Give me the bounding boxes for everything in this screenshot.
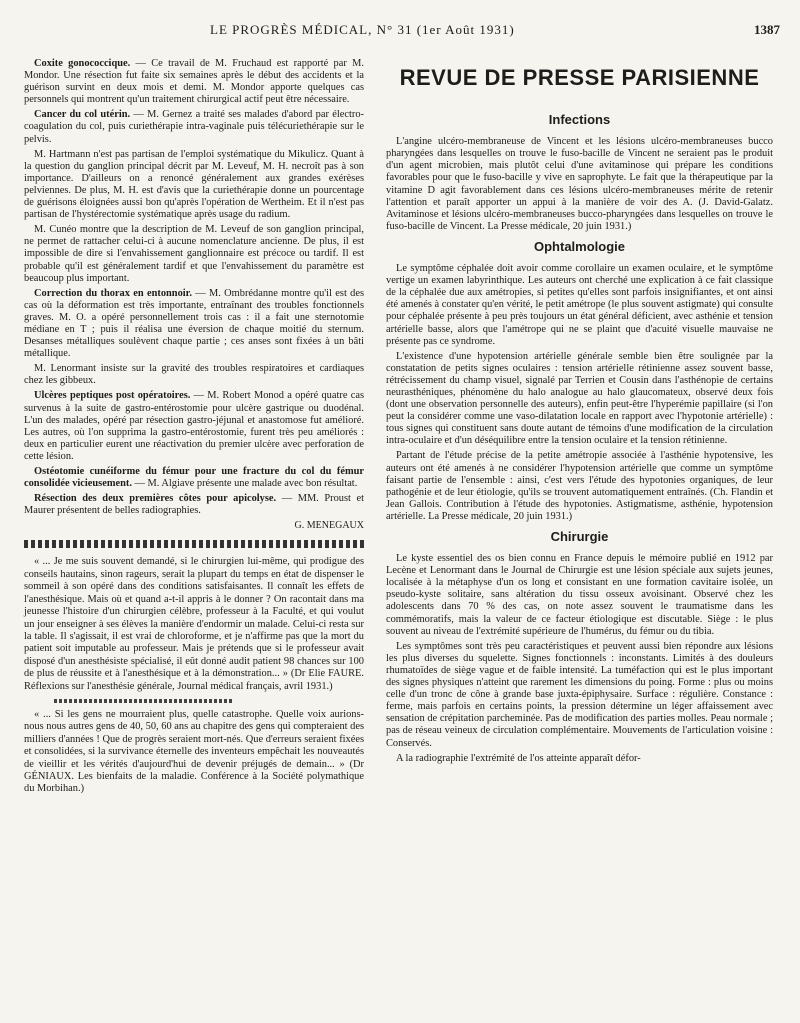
society-report-entry [24,466,364,490]
entry-text: — M. Gernez a traité ses malades d'abord par électro-coagulation du col, puis curiethérapie intra-vaginale puis télécuriethérapie sur le pelvis. [24,109,364,145]
entry-text: M. Lenormant insiste sur la gravité des troubles respiratoires et cardiaques chez les gibbeux. [24,363,364,387]
page-number: 1387 [754,22,780,37]
right-column [386,58,773,768]
quote-faure: « ... Je me suis souvent demandé, si le chirurgien lui-même, qui prodigue des conseils hautains, sinon rageurs, serait la plupart du temps en état de dispenser le sommeil à son opéré dans des conditions satisfaisantes. Il connaît les effets de l'anesthésique. Mais où et quand a-t-il appris à le donner ? On racontait dans ma jeunesse l'histoire d'un chirurgien célèbre, professeur à la Faculté, et qui voulut un jour enseigner à ses élèves la manière d'endormir un malade. Celui-ci resta sur la table. Il s'agissait, il est vrai de chloroforme, et je n'affirme pas que la mort du patient soit imputable au professeur. Mais je prétends que si le professeur avait disposé d'un anesthésiste spécialisé, il eût donné audit patient 98 chances sur 100 de plus de réussite et à l'anesthésique et à la démonstration... » (Dr Elie FAURE. Réflexions sur l'anesthésie générale, Journal médical français, avril 1931.) [24,556,364,692]
running-head [0,16,800,40]
society-report-entry [24,363,364,387]
entry-text: — Ce travail de M. Fruchaud est rapporté par M. Mondor. Une résection fut faite six semaines après le début des accidents et la guérison survint en deux mois et demi. M. Mondor apporte quelques cas personnels qui montrent qu'un traitement chirurgical actif peut être nécessaire. [24,58,364,106]
quote-divider [54,699,234,703]
review-paragraph: Partant de l'étude précise de la petite amétropie associée à l'asthénie hypotensive, les auteurs ont été amenés à ne considérer l'hypotension artérielle que comme un symptôme faisant partie de l'ensemble : ainsi, c'est vers l'étude des hypotonies organiques, de leur pathogénie et de leur étiologie, qu'ils se trouvent automatiquement entraînés. (Ch. Flandin et Jean Gallois. Contribution à l'étude des hypotonies. Astigmatisme, asthénie, hypotension artérielle. La Presse médicale, 20 juin 1931.) [386,450,773,522]
society-report-entry [24,390,364,463]
journal-title: LE PROGRÈS MÉDICAL, N° 31 (1er Août 1931) [210,22,515,37]
review-paragraph: Le kyste essentiel des os bien connu en France depuis le mémoire publié en 1912 par Lecène et Lenormant dans le Journal de Chirurgie est une lésion spéciale aux sujets jeunes, localisée à la métaphyse d'un os long et consistant en une formation cavitaire isolée, un pseudo-kyste solitaire, sans altération du tissu osseux avoisinant. Observé chez les adolescents dans 70 % des cas, on note assez souvent le traumatisme dans les commémoratifs, mais la valeur de ce facteur étiologique est discutable. Siège : le plus souvent au niveau de l'extrémité supérieure de l'humérus, du fémur ou du tibia. [386,553,773,637]
entry-heading: Coxite gonococcique. [34,58,131,69]
entry-text: — M. Ombrédanne montre qu'il est des cas où la déformation est très importante, entraînant des troubles fonctionnels graves. M. O. a opéré personnellement trois cas : il a fait une sternotomie médiane en T ; puis il réalisa une éversion de chaque moitié du sternum. Desanses métalliques soulèvent chaque partie ; ces anses sont fixées à un bâti métallique. [24,287,365,360]
entry-heading: Correction du thorax en entonnoir. [34,287,192,299]
entry-heading: Cancer du col utérin. [34,109,131,121]
section-separator [24,540,364,548]
section-heading: Ophtalmologie [534,238,625,254]
society-report-entry [24,224,364,284]
society-report-entry [24,109,364,145]
section-heading: Chirurgie [550,529,609,544]
review-title: REVUE DE PRESSE PARISIENNE [399,65,760,90]
entry-text: — M. Algiave présente une malade avec bon résultat. [134,478,358,490]
entry-text: M. Hartmann n'est pas partisan de l'emploi systématique du Mikulicz. Quant à la question du ganglion principal décrit par M. Leveuf, M. H. necroît pas à son importance. D'ailleurs on a renoncé généralement aux grandes exérèses pelviennes. De plus, M. H. est d'avis que la curiethérapie donne un pourcentage de guérisons éloignées aussi bon qu'après l'opération de Wertheim. Et il n'est pas partisan de l'hystérectomie systématique après usage du radium. [24,148,364,221]
society-report-entry [24,288,364,361]
left-entries [24,58,364,517]
entry-heading: Ulcères peptiques post opératoires. [34,390,191,402]
review-paragraph: A la radiographie l'extrémité de l'os atteinte apparaît défor- [396,752,641,764]
entry-heading: Ostéotomie cunéiforme du fémur pour une fracture du col du fémur consolidée vicieusement. [24,466,364,490]
society-report-entry [24,149,364,222]
review-paragraph: L'angine ulcéro-membraneuse de Vincent et les lésions ulcéro-membraneuses bucco pharyngées dans lesquelles on trouve le fuso-bacille de Vincent ne seraient pas le produit d'un agent microbien, mais plutôt celui d'une avitaminose qui prépare les conditions favorables pour que le fuso-bacille y vive en saprophyte. Le fait que la thérapeutique par la vitamine D agit favorablement dans ces lésions ulcéro-membraneuses mérite de retenir l'attention et paraît apporter un appui à la manière de voir des A. (J. David-Galatz. Avitaminose et lésions ulcéro-membraneuses bucco-pharyngées dans lesquelles on trouve le fuso-bacille de Vincent. La Presse médicale, 20 juin 1931.) [386,136,773,232]
author-signature: G. MENEGAUX [294,520,364,532]
review-sections [386,114,773,765]
quote-geniaux: « ... Si les gens ne mourraient plus, quelle catastrophe. Quelle voix aurions-nous nous autres gens de 40, 50, 60 ans au chapitre des gens qui compteraient des milliers d'années ! Que de progrès seraient mort-nés. Que d'erreurs seraient fixées et consolidées, si la survivance éternelle des inventeurs empêchait les nouveautés de vieillir et les vérités d'aujourd'hui de devenir préjugés de demain... » (Dr GÉNIAUX. Les bienfaits de la maladie. Conférence à la Société polymathique du Morbihan.) [24,708,364,795]
review-paragraph: Les symptômes sont très peu caractéristiques et peuvent aussi bien répondre aux lésions les plus diverses du squelette. Signes fonctionnels : inconstants. Limités à des douleurs rhumatoïdes de siège vague et de faible intensité. La tuméfaction qui est le plus important des signes physiques n'atteint que rarement les dimensions du poing. Forme : plus ou moins celle d'un tronc de cône à grande base juxta-épiphysaire. Surface : régulière. Constance : ferme, mais parfois en certains points, la pression détermine un léger affaissement avec sensation de crépitation parcheminée. Pas de modification des parties molles. Peau normale ; pas de réseau veineux de circulation complémentaire. Mouvements de l'articulation voisine : Conservés. [386,640,773,749]
entry-heading: Résection des deux premières côtes pour apicolyse. [34,493,277,505]
society-report-entry [24,58,364,106]
left-column [24,58,364,799]
review-paragraph: Le symptôme céphalée doit avoir comme corollaire un examen oculaire, et le symptôme vertige un examen labyrinthique. Les auteurs ont cherché une explication à ce fait classique de la céphalée due aux amétropies, si petites qu'elles sont parfois insignifiantes, et ont ainsi été amenés à constater qu'en vérité, le petit amétrope (le plus souvent astigmate) qui consulte pour céphalée présente à peu près toujours un état général déficient, avec asthénie et tension artérielle basse, alors que l'amétrope qui ne se plaint que d'acuité visuelle mauvaise ne présente pas ce syndrome. [386,263,773,347]
review-paragraph: L'existence d'une hypotension artérielle générale semble bien être soulignée par la constatation de petits signes oculaires : tension artérielle rétinienne assez souvent basse, rétrécissement du champ visuel, signalé par Terrien et Cousin dans l'asthénopie de certains neurasthéniques, phénomène du halo analogue au halo glaucomateux, observé deux fois (dont une observation personnelle des auteurs), enfin peut-être l'hyperémie papillaire (si l'on peut la considérer comme une vaso-dilatation locale en rapport avec l'hypotonie artérielle) : tous signes qui constituent sans doute autant de témoins d'une modification de la circulation intra-oculaire et d'un déséquilibre entre la tension oculaire et la tension rétinienne. [386,350,773,447]
entry-text: — M. Robert Monod a opéré quatre cas survenus à la suite de gastro-entérostomie pour ulcère gastrique ou duodénal. L'un des malades, opéré par résection gastro-jéjunal et anastomose fut amélioré. Les autres, où l'on supprima la gastro-entérostomie, furent très peu améliorés : deux en particulier eurent une réactivation du premier ulcère avec perforation de cette lésion. [24,390,364,462]
section-heading: Infections [548,112,611,128]
society-report-entry [24,493,364,517]
entry-text: M. Cunéo montre que la description de M. Leveuf de son ganglion principal, ne permet de rattacher celui-ci à aucune nomenclature ancienne. De plus, il est impossible de dire si l'envahissement ganglionnaire est précoce ou tardif. Il est probable qu'il est généralement tardif et que l'envahissement du paramètre est beaucoup plus important. [24,224,364,284]
entry-text: — MM. Proust et Maurer présentent de belles radiographies. [24,493,364,517]
